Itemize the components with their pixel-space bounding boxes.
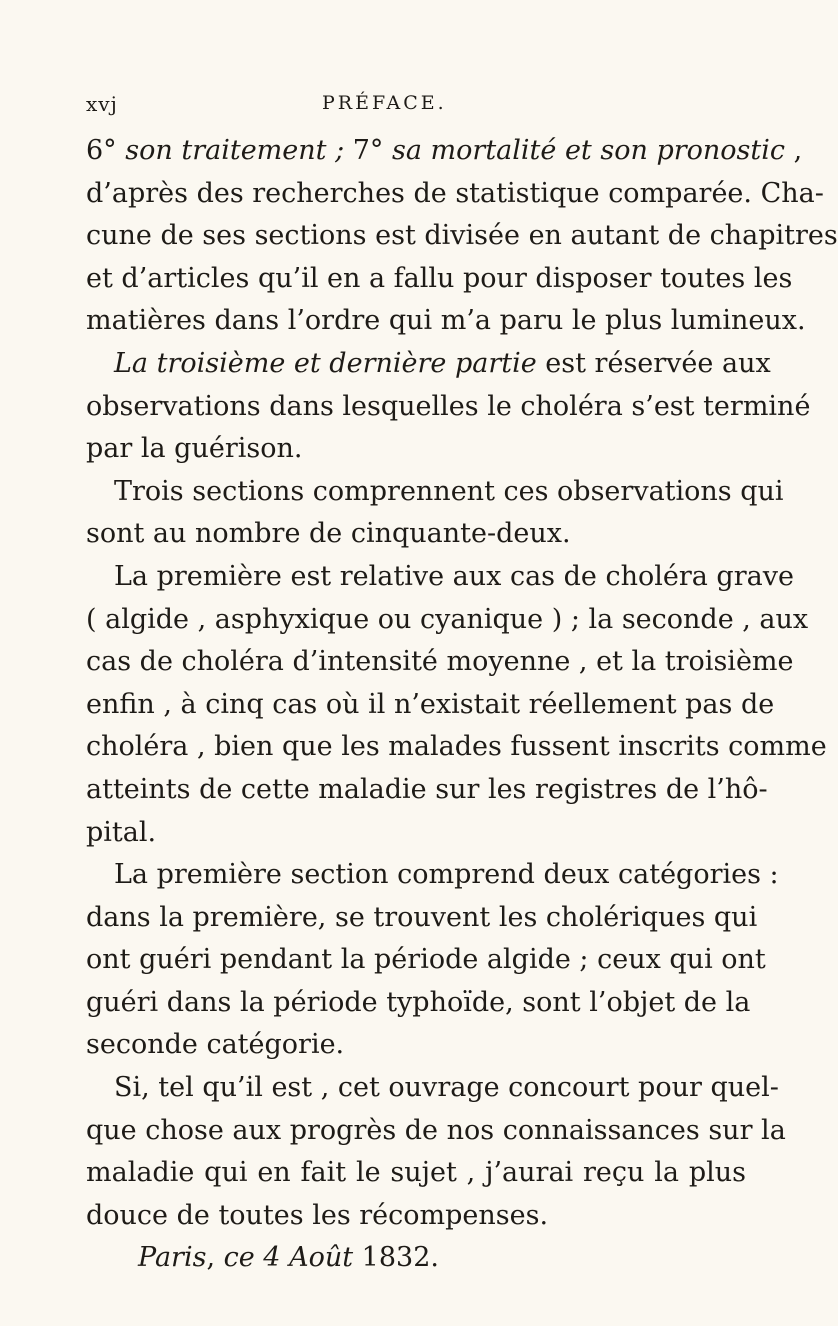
text-segment: observations dans lesquelles le choléra s’est terminé bbox=[86, 390, 811, 422]
text-segment: que chose aux progrès de nos connaissances sur la bbox=[86, 1114, 786, 1146]
page-header bbox=[86, 92, 646, 122]
text-line bbox=[86, 1110, 786, 1153]
page-number: xvj bbox=[86, 92, 118, 116]
text-segment: sont au nombre de cinquante-deux. bbox=[86, 518, 571, 550]
text-line bbox=[86, 854, 779, 897]
text-segment: , bbox=[785, 135, 803, 166]
signature-month: Août bbox=[289, 1242, 354, 1274]
text-line bbox=[86, 386, 811, 429]
text-segment: dans la première, se trouvent les cholériques qui bbox=[86, 901, 758, 933]
text-line bbox=[86, 939, 766, 982]
text-segment: enfin , à cinq cas où il n’existait réellement pas de bbox=[86, 688, 775, 720]
preface-text bbox=[86, 130, 838, 1280]
text-line bbox=[86, 343, 771, 386]
text-line bbox=[86, 300, 806, 343]
text-line bbox=[86, 982, 751, 1025]
text-line bbox=[86, 471, 784, 514]
text-segment: cas de choléra d’intensité moyenne , et la troisième bbox=[86, 646, 794, 678]
signature-line bbox=[86, 1237, 746, 1280]
text-line bbox=[86, 258, 793, 301]
signature-year: 1832. bbox=[353, 1242, 439, 1274]
text-line bbox=[86, 1024, 746, 1067]
text-segment: La première est relative aux cas de choléra grave bbox=[114, 560, 794, 592]
text-segment: maladie qui en fait le sujet , j’aurai reçu la plus bbox=[86, 1157, 746, 1189]
text-segment: Trois sections comprennent ces observations qui bbox=[114, 475, 784, 507]
text-line bbox=[86, 684, 775, 727]
text-line bbox=[86, 130, 803, 173]
text-segment: ( algide , asphyxique ou cyanique ) ; la seconde , aux bbox=[86, 603, 809, 635]
text-segment: et d’articles qu’il en a fallu pour disposer toutes les bbox=[86, 262, 793, 294]
text-segment: douce de toutes les récompenses. bbox=[86, 1199, 549, 1231]
text-line bbox=[86, 1195, 746, 1238]
text-segment: 6° bbox=[86, 135, 126, 166]
italic-text: sa mortalité et son pronostic bbox=[392, 135, 785, 166]
text-line bbox=[86, 1067, 779, 1110]
text-line bbox=[86, 599, 809, 642]
italic-text: La troisième et dernière partie bbox=[114, 347, 537, 379]
text-line bbox=[86, 897, 758, 940]
text-line bbox=[86, 726, 827, 769]
signature-city: Paris bbox=[138, 1242, 207, 1274]
text-line bbox=[86, 513, 746, 556]
running-title: PRÉFACE. bbox=[322, 92, 447, 114]
signature-separator: , bbox=[206, 1242, 224, 1274]
text-line bbox=[86, 1152, 746, 1195]
text-segment: guéri dans la période typhoïde, sont l’objet de la bbox=[86, 986, 751, 1018]
text-segment: 7° bbox=[344, 135, 393, 166]
text-line bbox=[86, 812, 746, 855]
text-segment: La première section comprend deux catégories : bbox=[114, 859, 779, 891]
text-line bbox=[86, 173, 824, 216]
text-segment: pital. bbox=[86, 816, 157, 848]
text-line bbox=[86, 556, 794, 599]
text-segment: est réservée aux bbox=[536, 347, 771, 379]
text-segment: par la guérison. bbox=[86, 433, 303, 465]
text-line bbox=[86, 641, 794, 684]
text-segment: matières dans l’ordre qui m’a paru le plus lumineux. bbox=[86, 305, 806, 337]
text-segment: atteints de cette maladie sur les registres de l’hô- bbox=[86, 773, 768, 805]
text-segment: Si, tel qu’il est , cet ouvrage concourt pour quel- bbox=[114, 1072, 779, 1104]
text-segment: d’après des recherches de statistique comparée. Cha- bbox=[86, 177, 824, 209]
signature-date-prefix: ce 4 bbox=[223, 1242, 290, 1274]
text-line bbox=[86, 428, 746, 471]
text-line bbox=[86, 769, 768, 812]
text-segment: seconde catégorie. bbox=[86, 1029, 345, 1061]
text-line bbox=[86, 215, 838, 258]
italic-text: son traitement ; bbox=[125, 135, 345, 166]
text-segment: ont guéri pendant la période algide ; ceux qui ont bbox=[86, 944, 766, 976]
text-segment: cune de ses sections est divisée en autant de chapitres bbox=[86, 220, 838, 252]
text-segment: choléra , bien que les malades fussent inscrits comme bbox=[86, 731, 827, 763]
